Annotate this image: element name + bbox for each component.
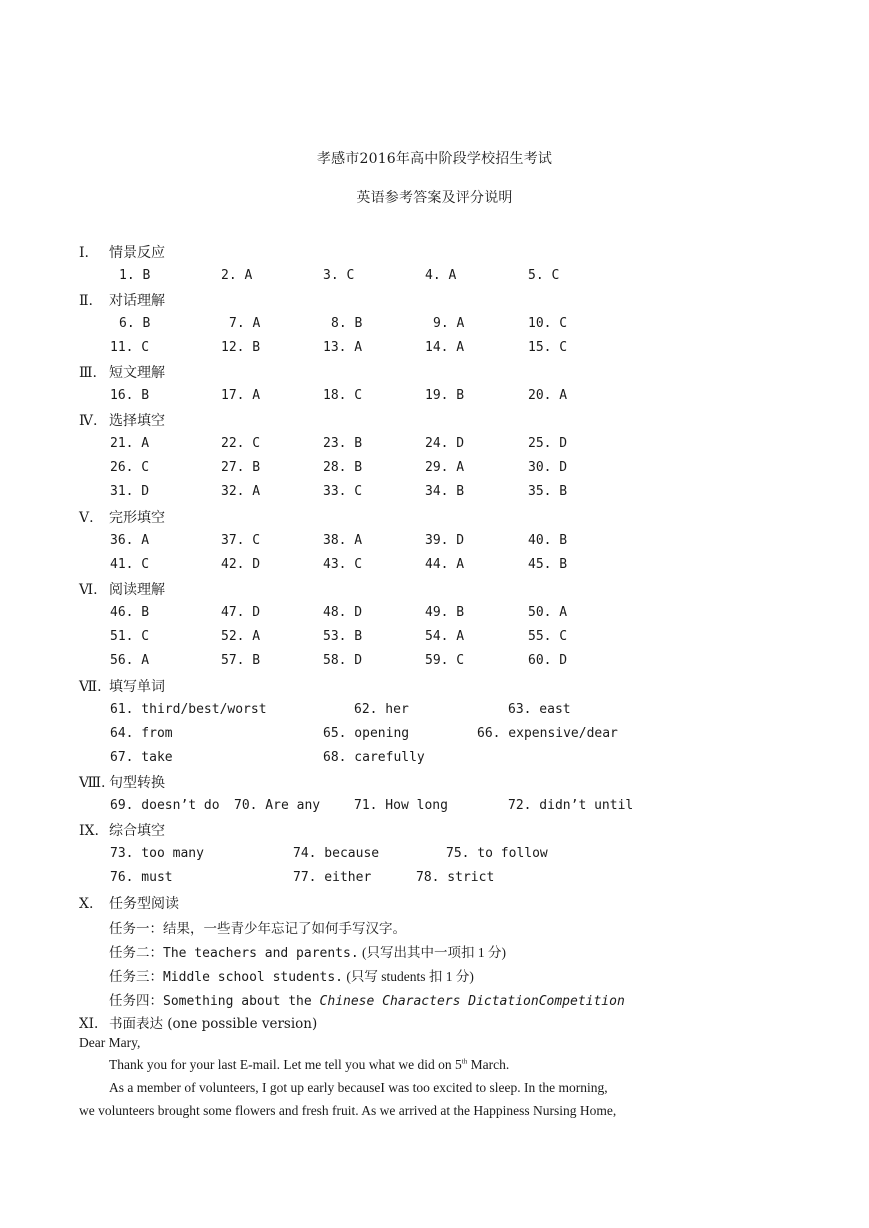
answer-76: 76. must [110,870,173,885]
answer-62: 62. her [354,702,409,717]
answer-4: 4. A [425,268,457,283]
answer-70: 70. Are any [234,798,321,813]
answer-5: 5. C [528,268,560,283]
answer-57: 57. B [221,653,261,668]
task-answer: The teachers and parents. [163,946,359,961]
answer-69: 69. doesn’t do [110,798,220,813]
section-title-9 [79,820,165,840]
task-4 [109,989,625,1009]
answer-28: 28. B [323,460,363,475]
section-name: 对话理解 [109,293,165,309]
essay-text: March. [467,1057,510,1072]
section-number: Ⅲ. [79,365,97,381]
answer-36: 36. A [110,533,150,548]
section-number: Ⅵ. [79,582,98,598]
answer-23: 23. B [323,436,363,451]
section-number: XI. [79,1016,99,1032]
answer-12: 12. B [221,340,261,355]
section-number: Ⅶ. [79,679,102,695]
answer-43: 43. C [323,557,363,572]
answer-7: 7. A [229,316,261,331]
essay-text: Thank you for your last E-mail. Let me tell you what we did on 5 [109,1057,462,1072]
task-answer-italic: Chinese Characters DictationCompetition [319,994,625,1009]
answer-3: 3. C [323,268,355,283]
answer-77: 77. either [293,870,372,885]
answer-58: 58. D [323,653,363,668]
answer-50: 50. A [528,605,568,620]
answer-26: 26. C [110,460,150,475]
document-subtitle: 英语参考答案及评分说明 [356,190,513,206]
answer-24: 24. D [425,436,465,451]
answer-64: 64. from [110,726,173,741]
answer-72: 72. didn’t until [508,798,634,813]
answer-65: 65. opening [323,726,410,741]
task-1: 任务一：结果，一些青少年忘记了如何手写汉字。 [109,921,406,936]
answer-10: 10. C [528,316,568,331]
answer-73: 73. too many [110,846,204,861]
section-title-8 [79,772,165,792]
essay-paragraph-2-line-1: As a member of volunteers, I got up early becauseI was too excited to sleep. In the morning, [109,1080,608,1095]
essay-greeting: Dear Mary, [79,1035,141,1050]
answer-48: 48. D [323,605,363,620]
answer-14: 14. A [425,340,465,355]
section-name: 选择填空 [109,413,165,429]
answer-67: 67. take [110,750,173,765]
answer-13: 13. A [323,340,363,355]
answer-74: 74. because [293,846,380,861]
answer-39: 39. D [425,533,465,548]
answer-32: 32. A [221,484,261,499]
answer-52: 52. A [221,629,261,644]
section-title-7 [79,676,165,696]
task-answer: Middle school students. [163,970,344,985]
section-number: Ⅷ. [79,775,106,791]
answer-9: 9. A [433,316,465,331]
task-note: (只写出其中一项扣 1 分) [358,945,507,960]
answer-63: 63. east [508,702,571,717]
answer-45: 45. B [528,557,568,572]
section-number: Ⅹ. [79,896,94,912]
answer-21: 21. A [110,436,150,451]
section-title-5 [79,507,165,527]
section-title-1 [79,242,165,262]
answer-68: 68. carefully [323,750,425,765]
answer-8: 8. B [331,316,363,331]
answer-16: 16. B [110,388,150,403]
answer-31: 31. D [110,484,150,499]
answer-29: 29. A [425,460,465,475]
section-title-4 [79,410,165,430]
answer-51: 51. C [110,629,150,644]
section-name: 情景反应 [109,245,165,261]
task-answer: Something about the [163,994,320,1009]
answer-37: 37. C [221,533,261,548]
answer-25: 25. D [528,436,568,451]
section-name: 书面表达 (one possible version) [109,1016,318,1032]
answer-40: 40. B [528,533,568,548]
section-name: 填写单词 [109,679,165,695]
answer-49: 49. B [425,605,465,620]
answer-11: 11. C [110,340,150,355]
answer-18: 18. C [323,388,363,403]
answer-66: 66. expensive/dear [477,726,618,741]
answer-56: 56. A [110,653,150,668]
answer-20: 20. A [528,388,568,403]
section-title-6 [79,579,165,599]
answer-44: 44. A [425,557,465,572]
answer-60: 60. D [528,653,568,668]
answer-15: 15. C [528,340,568,355]
essay-paragraph-1 [109,1057,509,1073]
answer-38: 38. A [323,533,363,548]
task-2 [109,941,506,961]
answer-1: 1. B [119,268,151,283]
section-name: 短文理解 [109,365,165,381]
answer-53: 53. B [323,629,363,644]
answer-34: 34. B [425,484,465,499]
section-title-3 [79,362,165,382]
answer-30: 30. D [528,460,568,475]
answer-78: 78. strict [416,870,495,885]
answer-55: 55. C [528,629,568,644]
answer-46: 46. B [110,605,150,620]
task-label: 任务三： [109,969,163,984]
answer-47: 47. D [221,605,261,620]
answer-2: 2. A [221,268,253,283]
section-title-2 [79,290,165,310]
section-name: 句型转换 [109,775,165,791]
section-name: 综合填空 [109,823,165,839]
section-name: 任务型阅读 [109,896,179,912]
task-label: 任务二： [109,945,163,960]
section-title-10 [79,893,179,913]
answer-17: 17. A [221,388,261,403]
answer-27: 27. B [221,460,261,475]
answer-59: 59. C [425,653,465,668]
document-title: 孝感市2016年高中阶段学校招生考试 [316,151,553,167]
section-number: Ⅰ. [79,245,89,261]
answer-71: 71. How long [354,798,448,813]
section-number: Ⅴ. [79,510,94,526]
answer-54: 54. A [425,629,465,644]
task-3 [109,965,474,985]
answer-35: 35. B [528,484,568,499]
section-number: Ⅱ. [79,293,93,309]
answer-42: 42. D [221,557,261,572]
section-name: 完形填空 [109,510,165,526]
section-number: Ⅳ. [79,413,98,429]
task-note: (只写 students 扣 1 分) [343,969,474,984]
section-title-11 [79,1012,317,1032]
section-name: 阅读理解 [109,582,165,598]
answer-41: 41. C [110,557,150,572]
section-number: IX. [79,823,99,839]
answer-6: 6. B [119,316,151,331]
answer-75: 75. to follow [446,846,548,861]
answer-19: 19. B [425,388,465,403]
answer-33: 33. C [323,484,363,499]
ordinal-suffix: th [461,1057,468,1066]
essay-paragraph-2-line-2: we volunteers brought some flowers and fresh fruit. As we arrived at the Happiness Nursing Home, [79,1103,617,1118]
task-label: 任务四： [109,993,163,1008]
answer-22: 22. C [221,436,261,451]
answer-61: 61. third/best/worst [110,702,267,717]
